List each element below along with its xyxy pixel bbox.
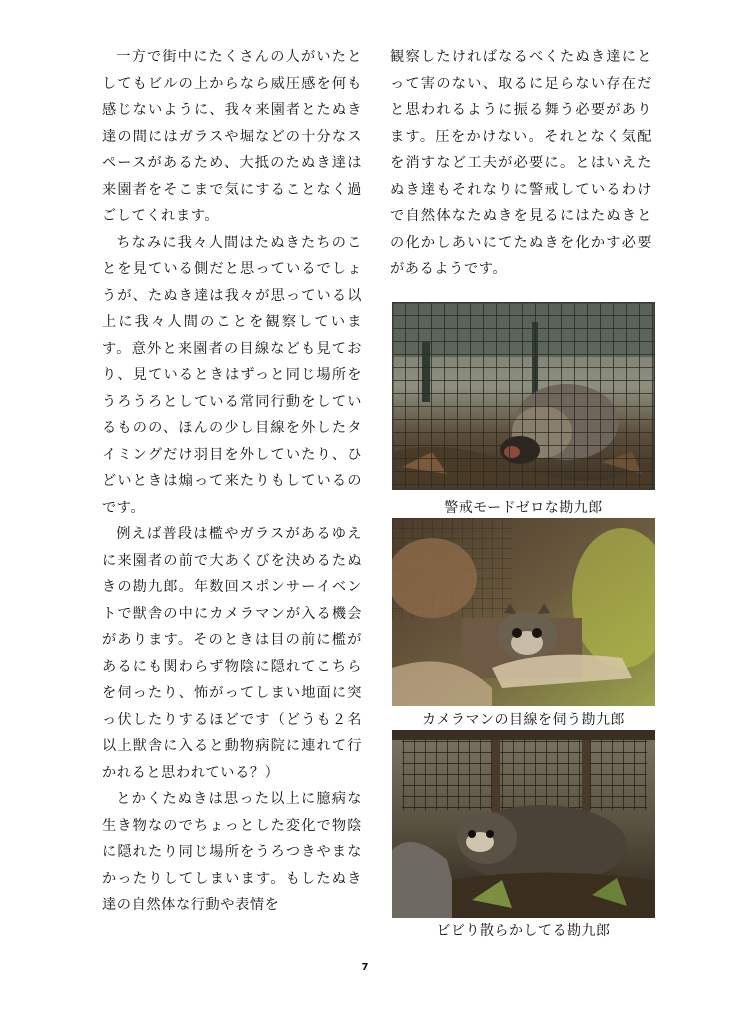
photo-frightened-tanuki [392, 730, 655, 918]
paragraph-2: ちなみに我々人間はたぬきたちのことを見ている側だと思っているでしょうが、たぬき達は我々が思っている以上に我々人間のことを観察しています。意外と来園者の目線なども見ており、見ているときはずっと同じ場所をうろうろとしている常同行動をしているものの、ほんの少し目線を外したタイミングだけ羽目を外していたり、ひどいときは煽って来たりもしているのです。 [102, 234, 362, 516]
photo-watching-tanuki [392, 518, 655, 706]
photo-caption-1: 警戒モードゼロな勘九郎 [444, 500, 603, 516]
photo-caption-2: カメラマンの目線を伺う勘九郎 [422, 712, 625, 728]
page-number: 7 [361, 962, 369, 973]
photo-relaxed-tanuki [392, 302, 655, 490]
paragraph-3: 例えば普段は檻やガラスがあるゆえに来園者の前で大あくびを決めるたぬきの勘九郎。年数回スポンサーイベントで獣舎の中にカメラマンが入る機会があります。そのときは目の前に檻があるにも関わらず物陰に隠れてこちらを伺ったり、怖がってしまい地面に突っ伏したりするほどです（どうも２名以上獣舎に入ると動物病院に連れて行かれると思われている？） [102, 526, 362, 781]
photo-caption-3: ビビり散らかしてる勘九郎 [436, 923, 611, 939]
paragraph-1: 一方で街中にたくさんの人がいたとしてもビルの上からなら威圧感を何も感じないように、我々来園者とたぬき達の間にはガラスや堀などの十分なスペースがあるため、大抵のたぬき達は来園者をそこまで気にすることなく過ごしてくれます。 [102, 49, 362, 224]
left-text-column [102, 44, 362, 919]
right-text-column [390, 44, 652, 283]
paragraph-4: とかくたぬきは思った以上に臆病な生き物なのでちょっとした変化で物陰に隠れたり同じ場所をうろつきやまなかったりしてしまいます。もしたぬき達の自然体な行動や表情を [102, 791, 362, 913]
paragraph-5: 観察したければなるべくたぬき達にとって害のない、取るに足らない存在だと思われるように振る舞う必要があります。圧をかけない。それとなく気配を消すなど工夫が必要に。とはいえたぬき達もそれなりに警戒しているわけで自然体なたぬきを見るにはたぬきとの化かしあいにてたぬきを化かす必要があるようです。 [390, 49, 652, 277]
